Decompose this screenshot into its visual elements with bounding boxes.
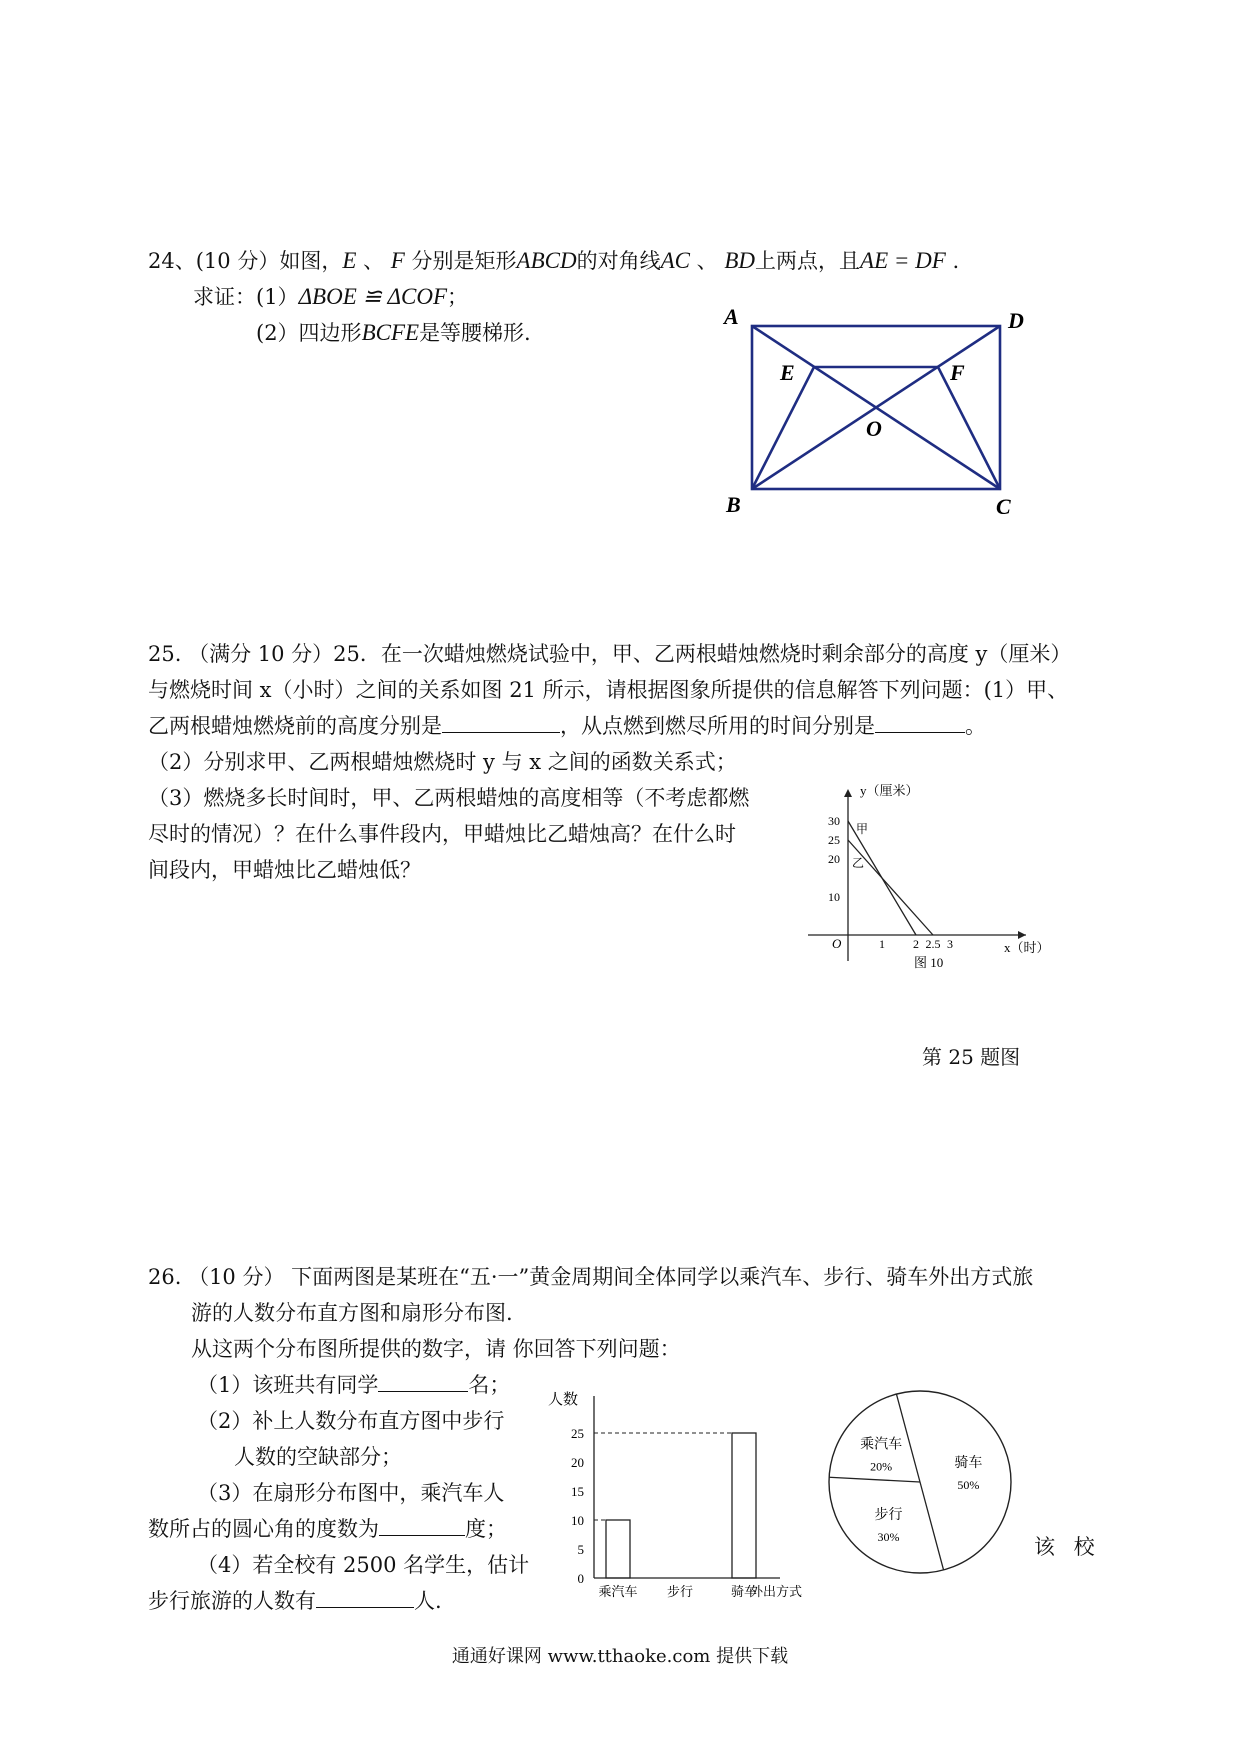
- q26-text: 数所占的圆心角的度数为: [148, 1517, 379, 1541]
- q26-line-1: 26. （10 分） 下面两图是某班在“五·一”黄金周期间全体同学以乘汽车、步行、骑车外出方式旅: [148, 1265, 1034, 1289]
- y-tick-label: 10: [828, 890, 840, 904]
- q24-stem-text: 分别是矩形: [411, 249, 517, 273]
- y-tick-label: 25: [571, 1426, 584, 1441]
- answer-blank-walkers[interactable]: [316, 1587, 414, 1608]
- q24-stem-text: 上两点，且: [755, 249, 861, 273]
- label-B: B: [726, 492, 741, 517]
- q24-score: (10 分）: [195, 249, 280, 273]
- q26-part-2a: （2）补上人数分布直方图中步行: [197, 1409, 505, 1433]
- y-axis-label: y（厘米）: [860, 783, 919, 798]
- equation-AE-DF: AE = DF: [860, 248, 946, 273]
- q24-prove-2: [256, 316, 531, 350]
- series-line-2: [848, 840, 933, 935]
- label-O: O: [866, 416, 882, 441]
- diagonal-BD: BD: [724, 248, 756, 273]
- q26-part-4b: [148, 1584, 442, 1618]
- travel-pie-chart: [824, 1386, 1016, 1578]
- q25-line-7: 间段内，甲蜡烛比乙蜡烛低？: [148, 858, 421, 882]
- slice-label-步行: 步行: [874, 1507, 903, 1523]
- y-tick-label: 25: [828, 833, 840, 847]
- x-axis-arrow: [1018, 931, 1026, 939]
- q25-text: ，从点燃到燃尽所用的时间分别是: [560, 714, 875, 738]
- answer-blank-times[interactable]: [875, 712, 965, 733]
- q24-number: 24、: [148, 249, 196, 273]
- q26-trailing-text: 该 校: [1034, 1535, 1101, 1559]
- x-tick-label: 2.5: [925, 937, 941, 951]
- q26-text: （1）该班共有同学: [197, 1373, 379, 1397]
- q25-line-5: （3）燃烧多长时间时，甲、乙两根蜡烛的高度相等（不考虑都燃: [148, 786, 750, 810]
- slice-pct-步行: 30%: [877, 1529, 900, 1544]
- q25-line-4: （2）分别求甲、乙两根蜡烛燃烧时 y 与 x 之间的函数关系式；: [148, 750, 737, 774]
- y-tick-label: 15: [571, 1484, 584, 1499]
- slice-pct-乘汽车: 20%: [870, 1459, 893, 1474]
- q25-line-1: 25. （满分 10 分）25．在一次蜡烛燃烧试验中，甲、乙两根蜡烛燃烧时剩余部分的高度 y（厘米）: [148, 642, 1072, 666]
- q26-line-3: 从这两个分布图所提供的数字，请 你回答下列问题：: [191, 1337, 681, 1361]
- page-footer: 通通好课网 www.tthaoke.com 提供下载: [451, 1646, 789, 1667]
- q26-text: 步行旅游的人数有: [148, 1589, 316, 1613]
- slice-label-骑车: 骑车: [954, 1456, 983, 1472]
- q25-figure-caption: 第 25 题图: [922, 1045, 1021, 1069]
- y-axis-arrow: [844, 789, 852, 797]
- pie-divider: [829, 1477, 920, 1482]
- bar-骑车: [732, 1433, 756, 1578]
- label-E: E: [780, 360, 795, 385]
- quad-BCFE: BCFE: [361, 320, 420, 345]
- separator: 、: [363, 249, 385, 273]
- series-label-yi: 乙: [852, 856, 865, 870]
- q24-prove-1: [193, 280, 468, 314]
- point-F: F: [390, 248, 405, 273]
- x-tick-label: 2: [913, 937, 919, 951]
- slice-label-乘汽车: 乘汽车: [860, 1437, 903, 1453]
- prove-label: 求证：: [193, 285, 256, 309]
- diagonal-AC: AC: [660, 248, 690, 273]
- x-axis-label: x（时）: [1004, 940, 1050, 955]
- q25-text: 。: [965, 714, 986, 738]
- rectangle-figure: [710, 296, 1030, 526]
- part-number: (2）四边形: [256, 321, 362, 345]
- q26-line-2: 游的人数分布直方图和扇形分布图.: [191, 1301, 513, 1325]
- x-axis-label: 外出方式: [749, 1584, 803, 1599]
- q26-part-4a: （4）若全校有 2500 名学生，估计: [197, 1553, 530, 1577]
- q26-text: 人.: [414, 1589, 442, 1613]
- congruence-statement: ΔBOE ≌ ΔCOF: [298, 284, 448, 309]
- q26-text: 度；: [465, 1517, 507, 1541]
- part-text: 是等腰梯形.: [419, 321, 531, 345]
- part-number: (1）: [256, 285, 299, 309]
- q25-line-3: [148, 709, 986, 743]
- y-tick-label: 10: [571, 1513, 584, 1528]
- segment-BE: [752, 367, 814, 489]
- answer-blank-total[interactable]: [378, 1371, 468, 1392]
- label-D: D: [1008, 308, 1024, 333]
- origin-label: O: [832, 936, 842, 951]
- y-axis-label: 人数: [548, 1392, 579, 1408]
- q26-part-2b: 人数的空缺部分；: [234, 1445, 402, 1469]
- q26-part-1: [197, 1368, 510, 1402]
- period: .: [952, 249, 960, 273]
- separator: 、: [696, 249, 718, 273]
- answer-blank-angle[interactable]: [379, 1515, 465, 1536]
- pie-divider: [920, 1482, 944, 1570]
- q26-part-3b: [148, 1512, 507, 1546]
- point-E: E: [342, 248, 357, 273]
- slice-pct-骑车: 50%: [957, 1478, 980, 1493]
- rect-ABCD: ABCD: [516, 248, 577, 273]
- x-category-label: 骑车: [730, 1584, 758, 1599]
- label-C: C: [996, 494, 1011, 519]
- q26-text: 名；: [468, 1373, 511, 1397]
- candle-line-chart: [800, 775, 1080, 975]
- y-tick-label: 20: [828, 852, 840, 866]
- x-category-label: 步行: [666, 1584, 694, 1599]
- answer-blank-heights[interactable]: [442, 712, 560, 733]
- travel-histogram: [548, 1382, 848, 1610]
- x-tick-label: 1: [879, 937, 885, 951]
- q25-line-6: 尽时的情况）？在什么事件段内，甲蜡烛比乙蜡烛高？在什么时: [148, 822, 736, 846]
- x-tick-label: 3: [947, 937, 953, 951]
- y-tick-label: 0: [577, 1571, 584, 1586]
- q24-stem-text: 的对角线: [576, 249, 661, 273]
- chart-title: 图 10: [914, 955, 944, 970]
- q25-line-2: 与燃烧时间 x（小时）之间的关系如图 21 所示，请根据图象所提供的信息解答下列问题：(1）甲、: [148, 678, 1069, 702]
- label-A: A: [724, 304, 739, 329]
- segment-CF: [938, 367, 1000, 489]
- q26-part-3a: （3）在扇形分布图中，乘汽车人: [197, 1481, 505, 1505]
- bar-乘汽车: [606, 1520, 630, 1578]
- q25-text: 乙两根蜡烛燃烧前的高度分别是: [148, 714, 442, 738]
- q24-stem-text: 如图，: [279, 249, 343, 273]
- y-tick-label: 20: [571, 1455, 584, 1470]
- punct: ；: [447, 285, 469, 309]
- y-tick-label: 30: [828, 814, 840, 828]
- series-label-jia: 甲: [856, 822, 869, 836]
- y-tick-label: 5: [577, 1542, 584, 1557]
- label-F: F: [950, 360, 965, 385]
- q24-stem: [148, 244, 959, 278]
- x-category-label: 乘汽车: [598, 1584, 638, 1599]
